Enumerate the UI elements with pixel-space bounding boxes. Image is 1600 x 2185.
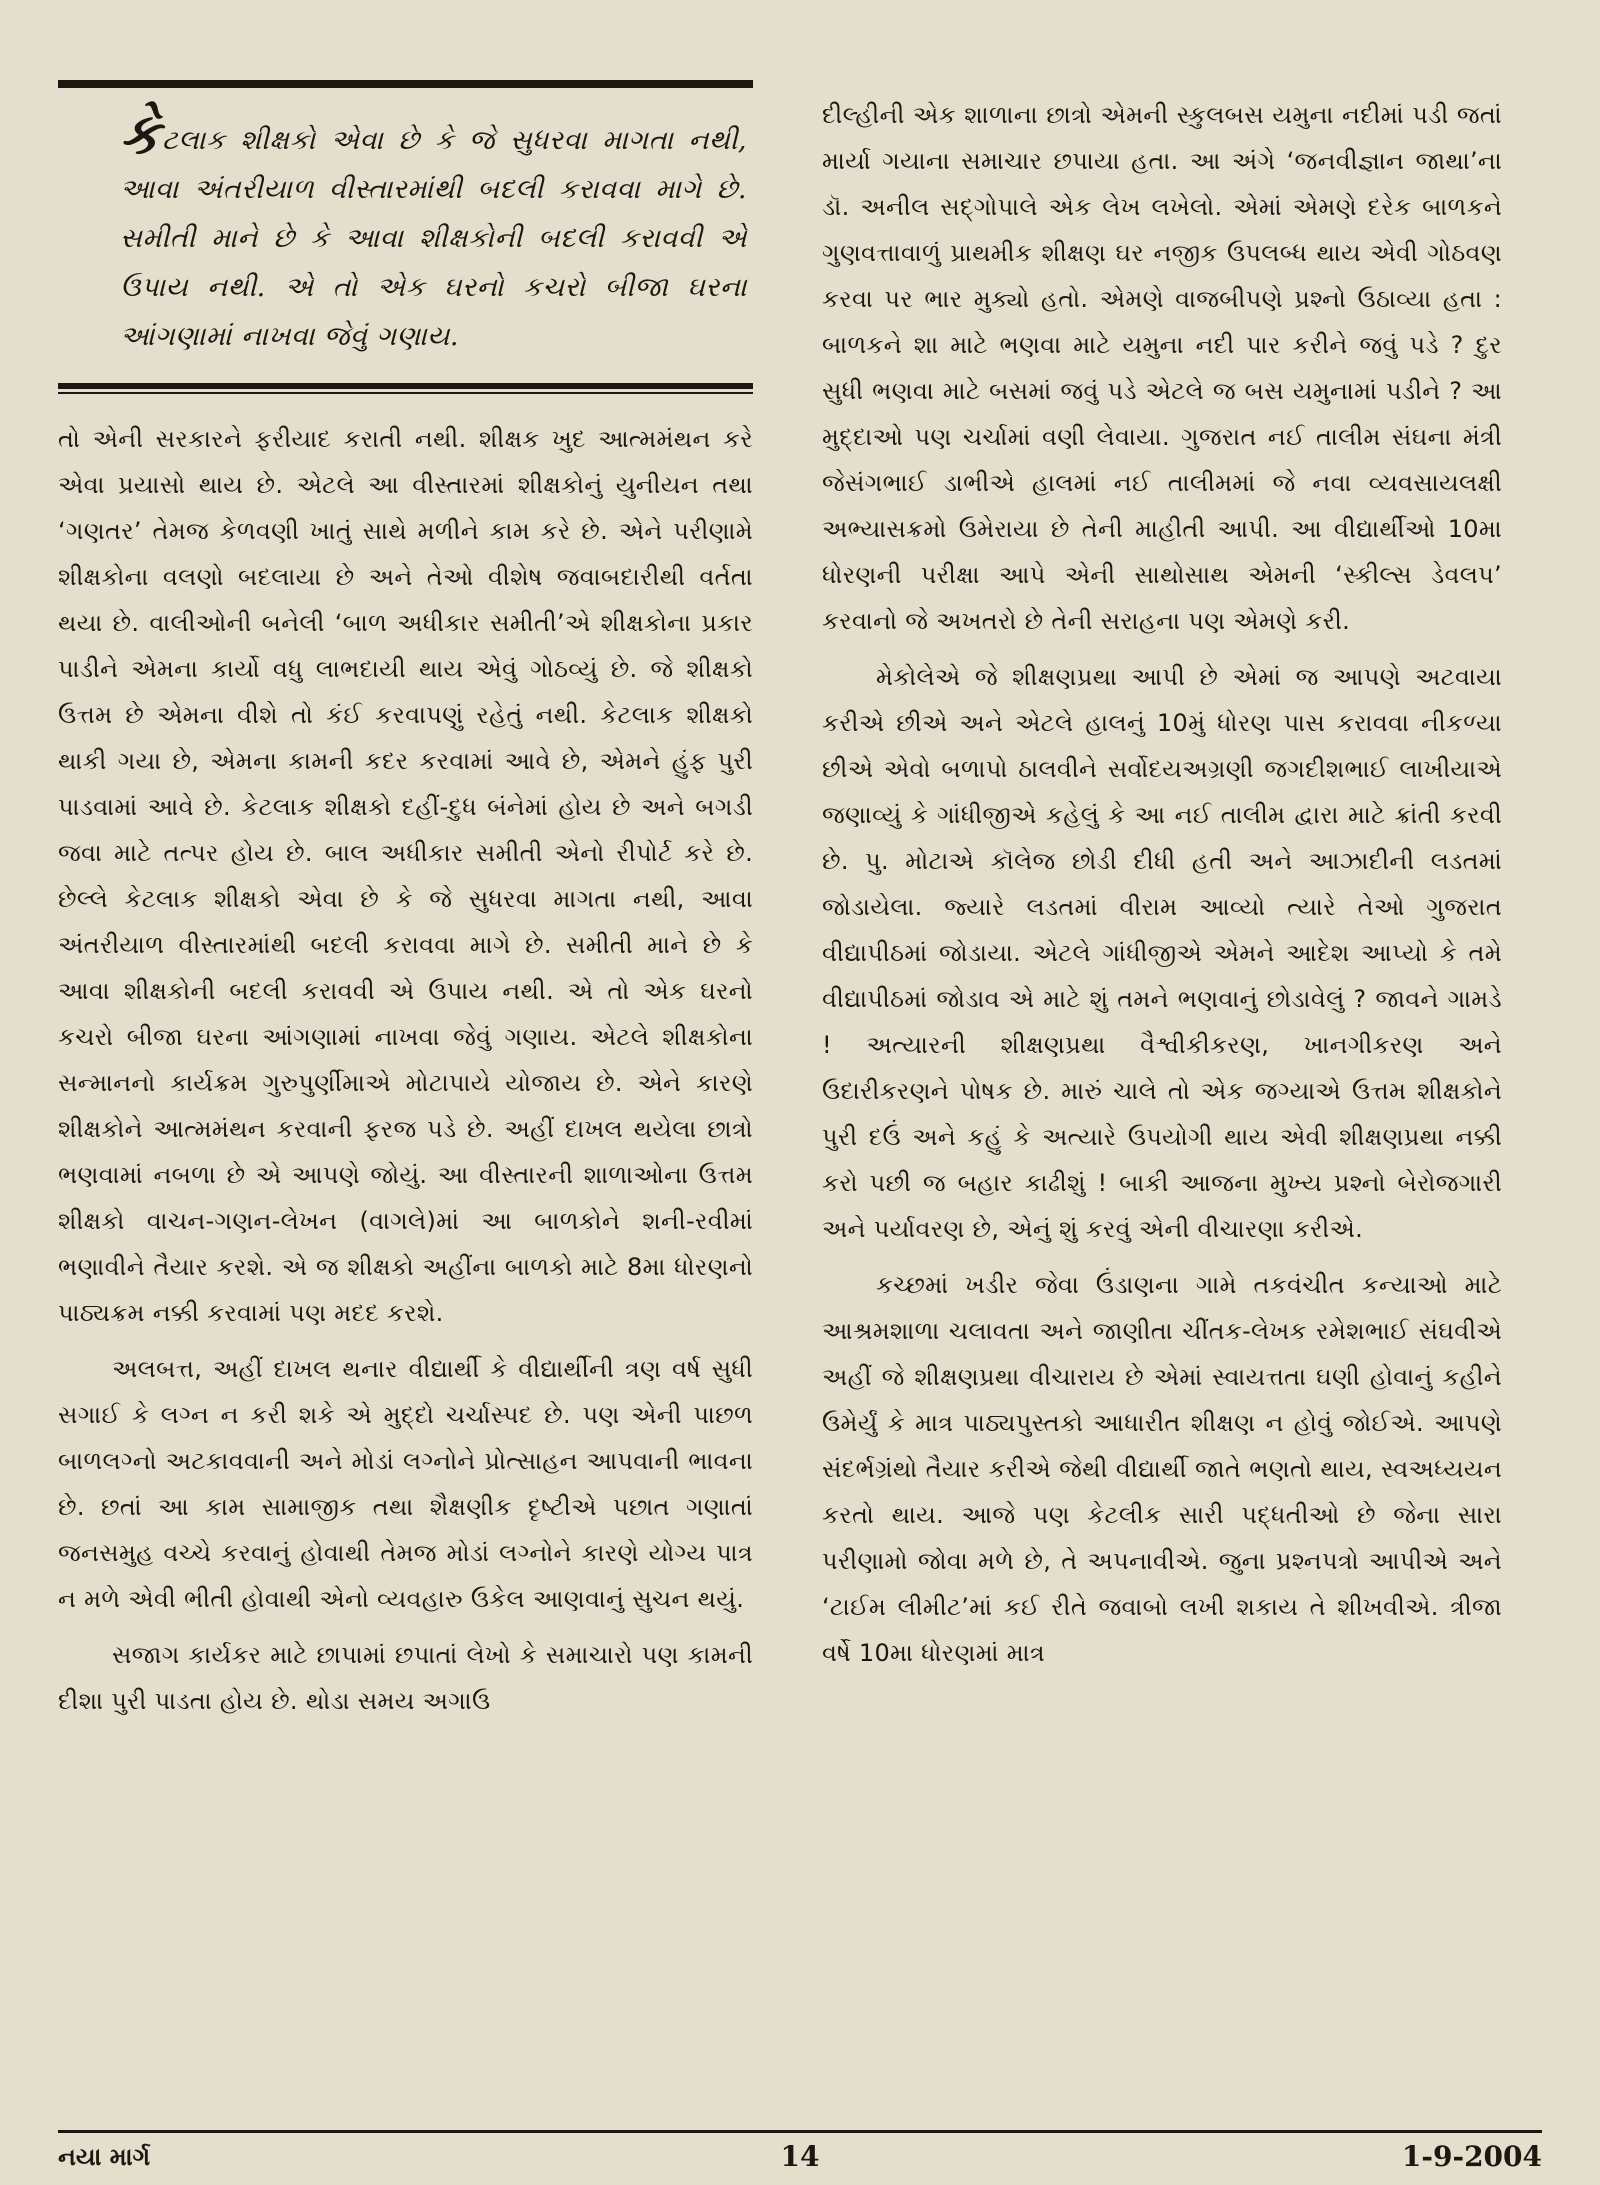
- left-paragraph-1: તો એની સરકારને ફરીયાદ કરાતી નથી. શીક્ષક ખુદ આત્મમંથન કરે એવા પ્રયાસો થાય છે. એટલે આ વીસ્તારમાં શીક્ષકોનું યુનીયન તથા ‘ગણતર’ તેમજ કેળવણી ખાતું સાથે મળીને કામ કરે છે. એને પરીણામે શીક્ષકોના વલણો બદલાયા છે અને તેઓ વીશેષ જવાબદારીથી વર્તતા થયા છે. વાલીઓની બનેલી ‘બાળ અધીકાર સમીતી’એ શીક્ષકોના પ્રકાર પાડીને એમના કાર્યો વધુ લાભદાયી થાય એવું ગોઠવ્યું છે. જે શીક્ષકો ઉત્તમ છે એમના વીશે તો કંઈ કરવાપણું રહેતું નથી. કેટલાક શીક્ષકો થાકી ગયા છે, એમના કામની કદર કરવામાં આવે છે, એમને હુંફ પુરી પાડવામાં આવે છે. કેટલાક શીક્ષકો દહીં-દુધ બંનેમાં હોય છે અને બગડી જવા માટે તત્પર હોય છે. બાલ અધીકાર સમીતી એનો રીપોર્ટ કરે છે. છેલ્લે કેટલાક શીક્ષકો એવા છે કે જે સુધરવા માગતા નથી, આવા અંતરીયાળ વીસ્તારમાંથી બદલી કરાવવા માગે છે. સમીતી માને છે કે આવા શીક્ષકોની બદલી કરાવવી એ ઉપાય નથી. એ તો એક ઘરનો કચરો બીજા ઘરના આંગણામાં નાખવા જેવું ગણાય. એટલે શીક્ષકોના સન્માનનો કાર્યક્રમ ગુરુપુર્ણીમાએ મોટાપાયે યોજાય છે. એને કારણે શીક્ષકોને આત્મમંથન કરવાની ફરજ પડે છે. અહીં દાખલ થયેલા છાત્રો ભણવામાં નબળા છે એ આપણે જોયું. આ વીસ્તારની શાળાઓના ઉત્તમ શીક્ષકો વાચન-ગણન-લેખન (વાગલે)માં આ બાળકોને શની-રવીમાં ભણાવીને તૈયાર કરશે. એ જ શીક્ષકો અહીંના બાળકો માટે 8મા ધોરણનો પાઠ્યક્રમ નક્કી કરવામાં પણ મદદ કરશે.: [58, 425, 753, 1327]
- pullquote: [58, 88, 753, 383]
- right-paragraph-2: મેકોલેએ જે શીક્ષણપ્રથા આપી છે એમાં જ આપણે અટવાયા કરીએ છીએ અને એટલે હાલનું 10મું ધોરણ પાસ કરાવવા નીકળ્યા છીએ એવો બળાપો ઠાલવીને સર્વોદયઅગ્રણી જગદીશભાઈ લાખીયાએ જણાવ્યું કે ગાંધીજીએ કહેલું કે આ નઈ તાલીમ દ્વારા માટે ક્રાંતી કરવી છે. પુ. મોટાએ કૉલેજ છોડી દીધી હતી અને આઝાદીની લડતમાં જોડાયેલા. જ્યારે લડતમાં વીરામ આવ્યો ત્યારે તેઓ ગુજરાત વીદ્યાપીઠમાં જોડાયા. એટલે ગાંધીજીએ એમને આદેશ આપ્યો કે તમે વીદ્યાપીઠમાં જોડાવ એ માટે શું તમને ભણવાનું છોડાવેલું ? જાવને ગામડે ! અત્યારની શીક્ષણપ્રથા વૈશ્વીકીકરણ, ખાનગીકરણ અને ઉદારીકરણને પોષક છે. મારું ચાલે તો એક જગ્યાએ ઉત્તમ શીક્ષકોને પુરી દઉં અને કહું કે અત્યારે ઉપયોગી થાય એવી શીક્ષણપ્રથા નક્કી કરો પછી જ બહાર કાઢીશું ! બાકી આજના મુખ્ય પ્રશ્નો બેરોજગારી અને પર્યાવરણ છે, એનું શું કરવું એની વીચારણા કરીએ.: [822, 663, 1502, 1243]
- publication-name: નયા માર્ગ: [58, 2142, 151, 2171]
- page-number: 14: [780, 2140, 820, 2173]
- right-paragraph-3: કચ્છમાં ખડીર જેવા ઉંડાણના ગામે તકવંચીત કન્યાઓ માટે આશ્રમશાળા ચલાવતા અને જાણીતા ચીંતક-લેખક રમેશભાઈ સંઘવીએ અહીં જે શીક્ષણપ્રથા વીચારાય છે એમાં સ્વાયત્તતા ઘણી હોવાનું કહીને ઉમેર્યું કે માત્ર પાઠ્યપુસ્તકો આધારીત શીક્ષણ ન હોવું જોઈએ. આપણે સંદર્ભગ્રંથો તૈયાર કરીએ જેથી વીદ્યાર્થી જાતે ભણતો થાય, સ્વઅધ્યયન કરતો થાય. આજે પણ કેટલીક સારી પદ્ધતીઓ છે જેના સારા પરીણામો જોવા મળે છે, તે અપનાવીએ. જુના પ્રશ્નપત્રો આપીએ અને ‘ટાઈમ લીમીટ’માં કઈ રીતે જવાબો લખી શકાય તે શીખવીએ. ત્રીજા વર્ષે 10મા ધોરણમાં માત્ર: [822, 1271, 1502, 1667]
- left-paragraph-3: સજાગ કાર્યકર માટે છાપામાં છપાતાં લેખો કે સમાચારો પણ કામની દીશા પુરી પાડતા હોય છે. થોડા સમય અગાઉ: [58, 1641, 753, 1715]
- right-paragraph-1: દીલ્હીની એક શાળાના છાત્રો એમની સ્કુલબસ યમુના નદીમાં પડી જતાં માર્યા ગયાના સમાચાર છપાયા હતા. આ અંગે ‘જનવીજ્ઞાન જાથા’ના ડૉ. અનીલ સદ્ગોપાલે એક લેખ લખેલો. એમાં એમણે દરેક બાળકને ગુણવત્તાવાળું પ્રાથમીક શીક્ષણ ઘર નજીક ઉપલબ્ધ થાય એવી ગોઠવણ કરવા પર ભાર મુક્યો હતો. એમણે વાજબીપણે પ્રશ્નો ઉઠાવ્યા હતા : બાળકને શા માટે ભણવા માટે યમુના નદી પાર કરીને જવું પડે ? દુર સુધી ભણવા માટે બસમાં જવું પડે એટલે જ બસ યમુનામાં પડીને ? આ મુદ્દાઓ પણ ચર્ચામાં વણી લેવાયા. ગુજરાત નઈ તાલીમ સંઘના મંત્રી જેસંગભાઈ ડાભીએ હાલમાં નઈ તાલીમમાં જે નવા વ્યવસાયલક્ષી અભ્યાસક્રમો ઉમેરાયા છે તેની માહીતી આપી. આ વીદ્યાર્થીઓ 10મા ધોરણની પરીક્ષા આપે એની સાથોસાથ એમની ‘સ્કીલ્સ ડેવલપ’ કરવાનો જે અખતરો છે તેની સરાહના પણ એમણે કરી.: [822, 101, 1502, 635]
- pullquote-top-rule: [58, 80, 753, 88]
- pullquote-text: ટલાક શીક્ષકો એવા છે કે જે સુધરવા માગતા નથી, આવા અંતરીયાળ વીસ્તારમાંથી બદલી કરાવવા માગે છે. સમીતી માને છે કે આવા શીક્ષકોની બદલી કરાવવી એ ઉપાય નથી. એ તો એક ઘરનો કચરો બીજા ઘરના આંગણામાં નાખવા જેવું ગણાય.: [120, 125, 747, 352]
- pullquote-dropcap: કે: [120, 101, 161, 167]
- page-footer: [58, 2142, 1542, 2176]
- footer-rule: [58, 2130, 1542, 2133]
- right-column: [822, 92, 1502, 1676]
- left-column: [58, 80, 753, 1724]
- pullquote-bottom-rule: [58, 383, 753, 394]
- issue-date: 1-9-2004: [1401, 2140, 1542, 2173]
- left-paragraph-2: અલબત્ત, અહીં દાખલ થનાર વીદ્યાર્થી કે વીદ્યાર્થીની ત્રણ વર્ષ સુધી સગાઈ કે લગ્ન ન કરી શકે એ મુદ્દો ચર્ચાસ્પદ છે. પણ એની પાછળ બાળલગ્નો અટકાવવાની અને મોડાં લગ્નોને પ્રોત્સાહન આપવાની ભાવના છે. છતાં આ કામ સામાજીક તથા શૈક્ષણીક દૃષ્ટીએ પછાત ગણાતાં જનસમુહ વચ્ચે કરવાનું હોવાથી તેમજ મોડાં લગ્નોને કારણે યોગ્ય પાત્ર ન મળે એવી ભીતી હોવાથી એનો વ્યવહારુ ઉકેલ આણવાનું સુચન થયું.: [58, 1355, 753, 1613]
